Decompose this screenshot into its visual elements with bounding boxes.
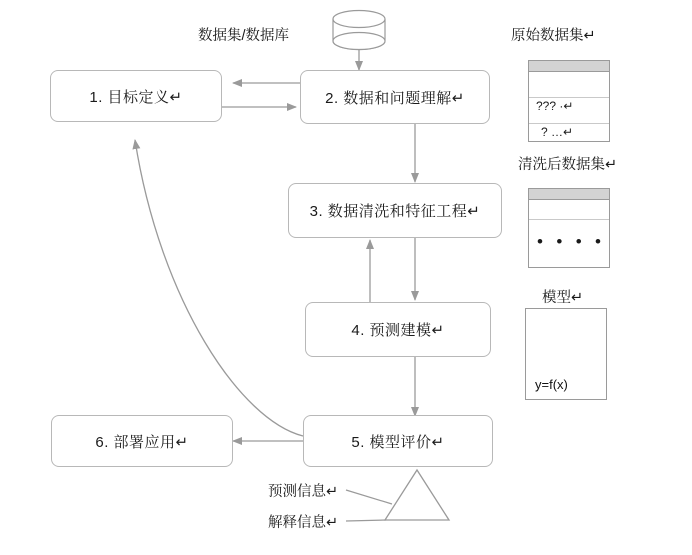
node-3-cleaning-feature-engineering[interactable] (288, 183, 502, 238)
label-model: 模型↵ (542, 290, 584, 306)
node-1-goal-definition[interactable] (50, 70, 222, 122)
clean-dataset-panel-header (529, 189, 609, 200)
database-cylinder-icon (333, 11, 385, 50)
edge-n5-to-n1 (135, 140, 303, 436)
label-datasource: 数据集/数据库 (198, 28, 290, 44)
clean-dot-1: • (537, 232, 543, 251)
clean-dot-2: • (556, 232, 563, 251)
node-1-label: 1. 目标定义↵ (89, 88, 183, 106)
raw-cell-1: ??? ·↵ (536, 99, 574, 113)
model-formula: y=f(x) (535, 377, 568, 392)
raw-panel-divider-1 (529, 97, 609, 98)
node-2-label: 2. 数据和问题理解↵ (325, 89, 465, 107)
clean-dot-4: • (595, 232, 601, 251)
node-5-label: 5. 模型评价↵ (351, 433, 445, 451)
label-explanation-info: 解释信息↵ (268, 515, 339, 531)
clean-panel-dots (537, 233, 601, 250)
label-raw-dataset: 原始数据集↵ (511, 28, 596, 44)
raw-dataset-panel-header (529, 61, 609, 72)
raw-panel-divider-2 (529, 123, 609, 124)
node-5-model-evaluation[interactable] (303, 415, 493, 467)
node-6-label: 6. 部署应用↵ (95, 433, 189, 451)
node-3-label: 3. 数据清洗和特征工程↵ (309, 203, 481, 220)
node-6-deployment[interactable] (51, 415, 233, 467)
label-clean-dataset: 清洗后数据集↵ (518, 157, 618, 173)
clean-dot-3: • (575, 232, 582, 251)
raw-dataset-panel (528, 60, 610, 142)
node-4-label: 4. 预测建模↵ (351, 322, 445, 339)
clean-panel-divider-1 (529, 219, 609, 220)
model-panel (525, 308, 607, 400)
raw-cell-2: ? …↵ (541, 125, 574, 139)
edge-prediction-to-triangle (346, 490, 392, 504)
node-4-predictive-modeling[interactable] (305, 302, 491, 357)
output-triangle-icon (385, 470, 449, 520)
edge-explanation-to-triangle (346, 520, 386, 521)
label-prediction-info: 预测信息↵ (268, 484, 339, 500)
clean-dataset-panel (528, 188, 610, 268)
node-2-data-problem-understanding[interactable] (300, 70, 490, 124)
